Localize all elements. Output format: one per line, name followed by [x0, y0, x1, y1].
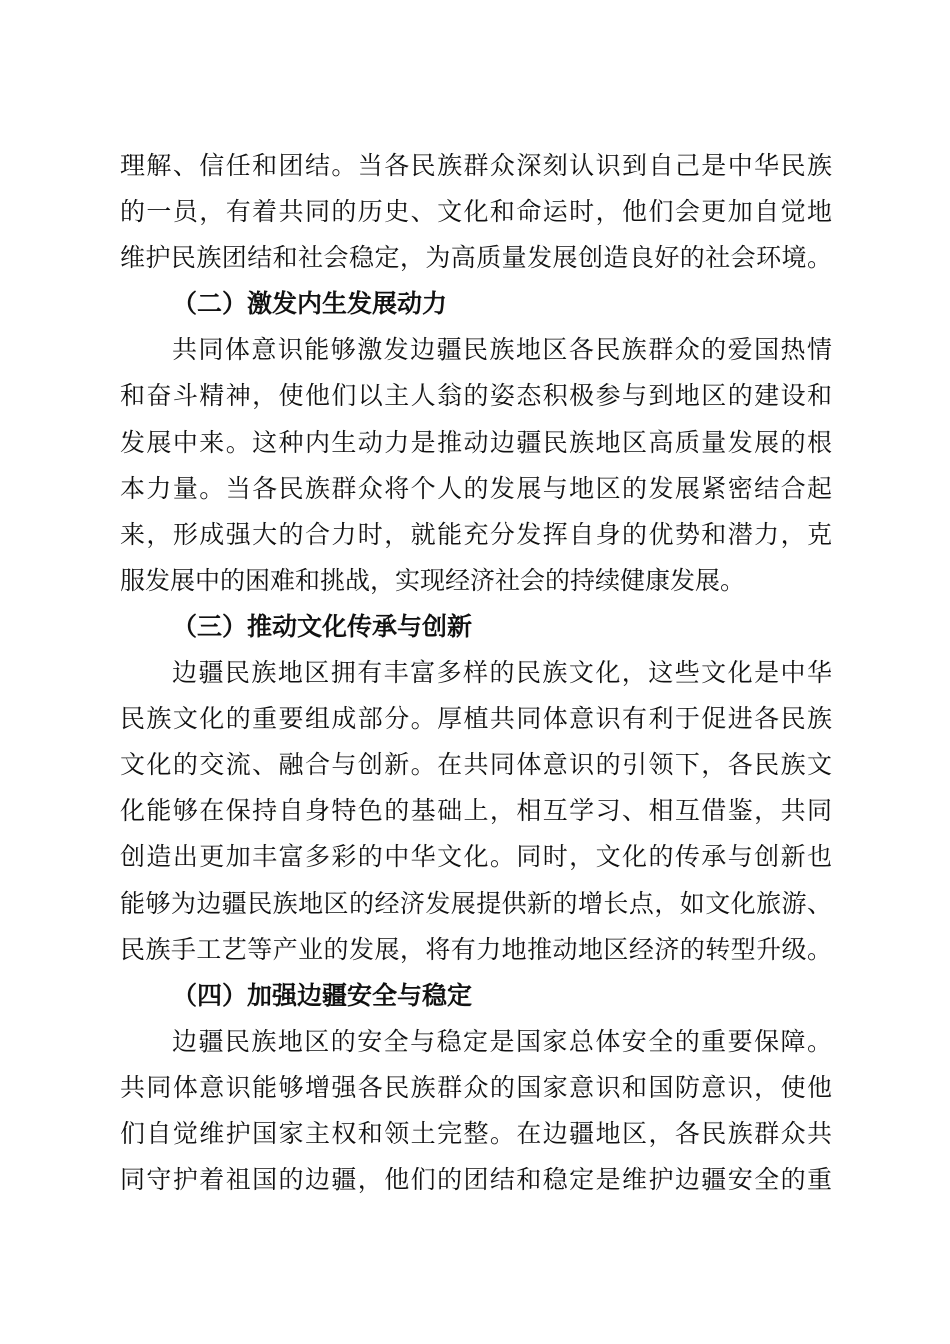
text-line: 理解、信任和团结。当各民族群众深刻认识到自己是中华民族: [120, 151, 832, 180]
body-text: [120, 143, 832, 1203]
text-line: 共同体意识能够激发边疆民族地区各民族群众的爱国热情: [172, 335, 832, 365]
section-heading-2: （二）激发内生发展动力: [172, 289, 448, 319]
text-line: 们自觉维护国家主权和领土完整。在边疆地区，各民族群众共: [120, 1118, 832, 1148]
text-line: 和奋斗精神，使他们以主人翁的姿态积极参与到地区的建设和: [120, 381, 832, 411]
text-line: 发展中来。这种内生动力是推动边疆民族地区高质量发展的根: [120, 427, 832, 457]
text-line: 化能够在保持自身特色的基础上，相互学习、相互借鉴，共同: [120, 796, 832, 826]
text-line: 能够为边疆民族地区的经济发展提供新的增长点，如文化旅游、: [120, 888, 832, 918]
text-line: 本力量。当各民族群众将个人的发展与地区的发展紧密结合起: [120, 473, 832, 503]
text-line: 的一员，有着共同的历史、文化和命运时，他们会更加自觉地: [120, 197, 832, 227]
text-line: 民族手工艺等产业的发展，将有力地推动地区经济的转型升级。: [120, 934, 832, 964]
section-heading-4: （四）加强边疆安全与稳定: [172, 980, 473, 1010]
text-line: 边疆民族地区的安全与稳定是国家总体安全的重要保障。: [172, 1026, 832, 1056]
text-line: 创造出更加丰富多彩的中华文化。同时，文化的传承与创新也: [120, 842, 832, 872]
text-line: 维护民族团结和社会稳定，为高质量发展创造良好的社会环境。: [120, 243, 832, 273]
section-heading-3: （三）推动文化传承与创新: [172, 611, 473, 641]
text-line: 民族文化的重要组成部分。厚植共同体意识有利于促进各民族: [120, 704, 832, 734]
text-line: 来，形成强大的合力时，就能充分发挥自身的优势和潜力，克: [120, 519, 832, 549]
text-line: 服发展中的困难和挑战，实现经济社会的持续健康发展。: [120, 565, 746, 595]
text-line: 文化的交流、融合与创新。在共同体意识的引领下，各民族文: [120, 750, 832, 780]
text-line: 共同体意识能够增强各民族群众的国家意识和国防意识，使他: [120, 1072, 832, 1102]
text-line: 同守护着祖国的边疆，他们的团结和稳定是维护边疆安全的重: [120, 1165, 832, 1195]
text-line: 边疆民族地区拥有丰富多样的民族文化，这些文化是中华: [172, 658, 832, 688]
